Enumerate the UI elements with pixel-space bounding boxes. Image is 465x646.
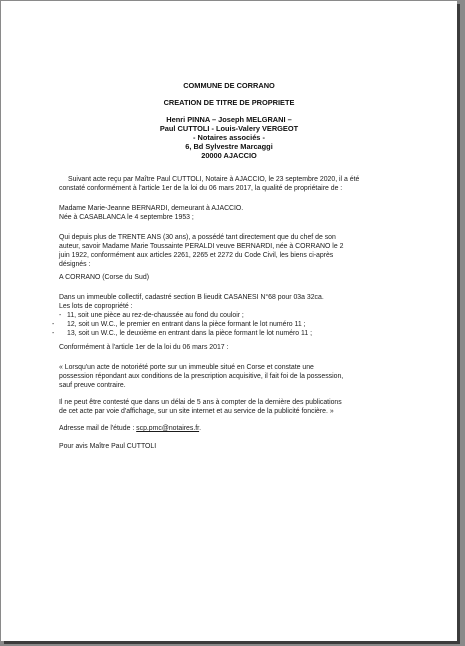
address-line-1: 6, Bd Sylvestre Marcaggi	[185, 142, 273, 151]
property-location: A CORRANO (Corse du Sud)	[59, 274, 149, 281]
notaries-line-2: Paul CUTTOLI - Louis-Valery VERGEOT	[159, 124, 299, 133]
address-line-2: 20000 AJACCIO	[201, 151, 257, 160]
possession-line-2: auteur, savoir Madame Marie Toussainte PERALDI veuve BERNARDI, née à CORRANO le 2	[59, 243, 344, 250]
email-line	[59, 424, 395, 433]
signature: Pour avis Maître Paul CUTTOLI	[59, 443, 157, 450]
possession-line-4: désignés :	[59, 261, 91, 268]
quote-line-3: sauf preuve contraire.	[59, 382, 126, 389]
lot-bullet: -	[59, 312, 62, 319]
quote-line-1: « Lorsqu'un acte de notoriété porte sur un immeuble situé en Corse et constate une	[59, 364, 314, 371]
owner-line-1: Madame Marie-Jeanne BERNARDI, demeurant à AJACCIO.	[59, 205, 244, 212]
lot-item: 13, soit un W.C., le deuxième en entrant dans la pièce formant le lot numéro 11 ;	[67, 330, 313, 337]
intro-line-2: constaté conformément à l'article 1er de la loi du 06 mars 2017, la qualité de propriétaire de :	[59, 185, 343, 192]
possession-line-1: Qui depuis plus de TRENTE ANS (30 ans), a possédé tant directement que du chef de son	[59, 234, 336, 241]
possession-line-3: juin 1922, conformément aux articles 2261, 2265 et 2272 du Code Civil, les biens ci-après	[59, 252, 334, 259]
document-title: CREATION DE TITRE DE PROPRIETE	[163, 98, 295, 107]
contest-line-1: Il ne peut être contesté que dans un délai de 5 ans à compter de la dernière des publications	[59, 399, 342, 406]
lot-bullet: -	[52, 330, 55, 337]
notaries-line-1: Henri PINNA – Joseph MELGRANI –	[166, 115, 292, 124]
conformity-line: Conformément à l'article 1er de la loi du 06 mars 2017 :	[59, 344, 229, 351]
property-line-2: Les lots de copropriété :	[59, 303, 133, 310]
contest-line-2: de cet acte par voie d'affichage, sur un site internet et au service de la publicité foncière. »	[59, 408, 334, 415]
lot-bullet: -	[52, 321, 55, 328]
email-end: .	[199, 425, 202, 432]
quote-line-2: possession répondant aux conditions de la prescription acquisitive, il fait foi de la possession,	[59, 373, 344, 380]
email-link[interactable]: scp.pmc@notaires.fr	[136, 425, 200, 432]
property-line-1: Dans un immeuble collectif, cadastré section B lieudit CASANESI N°68 pour 03a 32ca.	[59, 294, 324, 301]
notaries-line-3: - Notaires associés -	[193, 133, 265, 142]
lot-item: 12, soit un W.C., le premier en entrant dans la pièce formant le lot numéro 11 ;	[67, 321, 306, 328]
commune-title: COMMUNE DE CORRANO	[183, 81, 275, 90]
intro-line-1: Suivant acte reçu par Maître Paul CUTTOLI, Notaire à AJACCIO, le 23 septembre 2020, il a été	[68, 176, 360, 183]
lot-item: 11, soit une pièce au rez-de-chaussée au fond du couloir ;	[67, 312, 244, 319]
owner-line-2: Née à CASABLANCA le 4 septembre 1953 ;	[59, 214, 194, 221]
email-label: Adresse mail de l'étude :	[59, 425, 135, 432]
document-page	[1, 1, 457, 641]
